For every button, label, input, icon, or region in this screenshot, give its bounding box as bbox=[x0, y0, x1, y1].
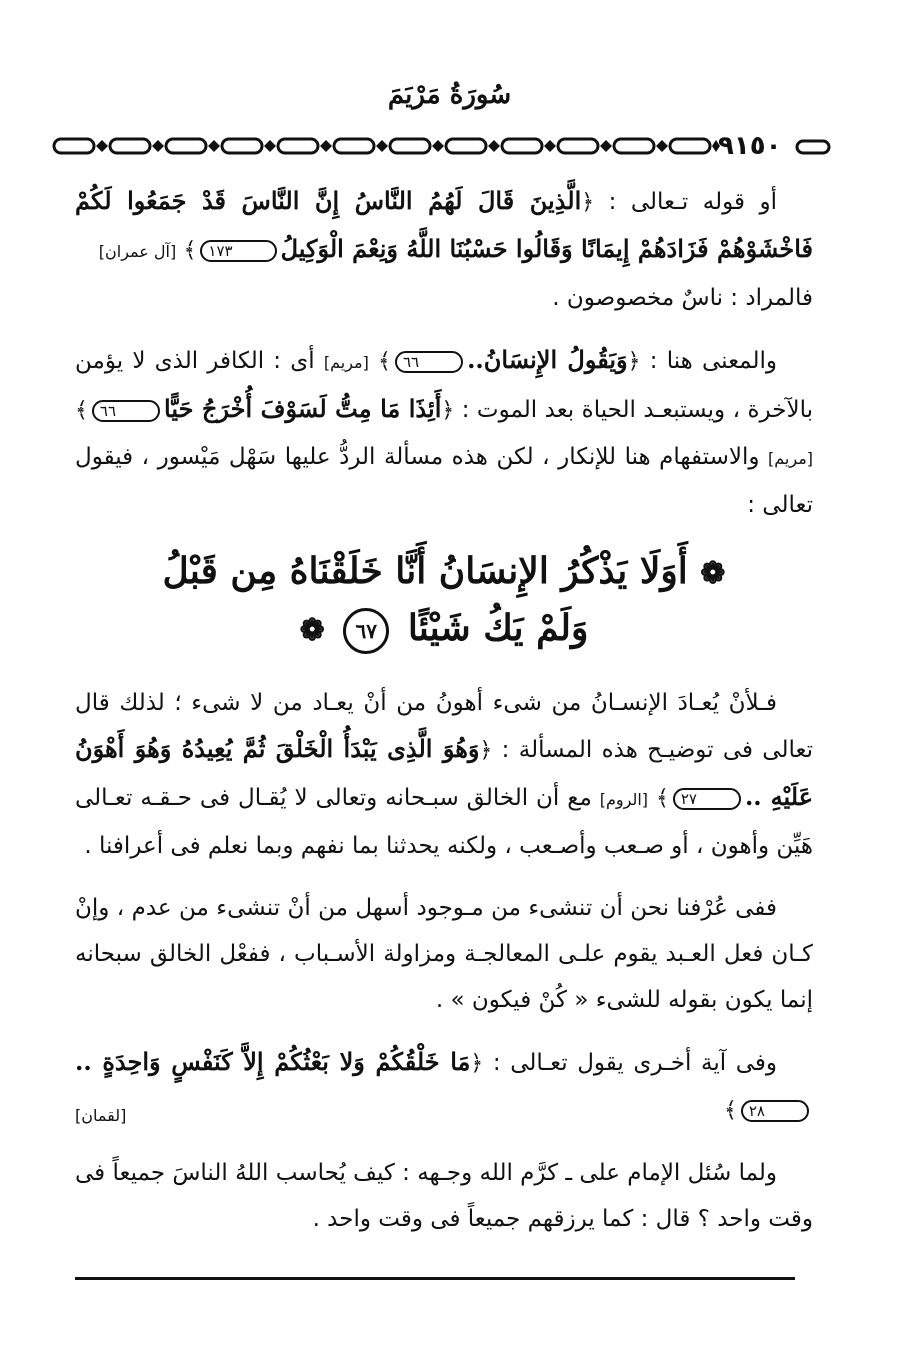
paragraph-1-tail: فالمراد : ناسٌ مخصوصون . bbox=[552, 285, 813, 311]
open-brace-icon: ﴿ bbox=[470, 1051, 484, 1076]
surah-reference: [مريم] bbox=[323, 353, 369, 372]
paragraph-3-tail: مع أن الخالق سبـحانه وتعالى لا يُقـال فى حـقـه تعـالى هَيِّن وأهون ، أو صـعب وأصـعب ، ولكنه يحدثنا بما نفهم وبما نعلم فى أعرافنا . bbox=[75, 785, 813, 859]
paragraph-2-intro: والمعنى هنا : bbox=[640, 348, 777, 374]
ayah-number: ١٧٣ bbox=[200, 240, 276, 262]
paragraph-6: ولما سُئل الإمام على ـ كرَّم الله وجـهه : كيف يُحاسب اللهُ الناسَ جميعاً فى وقت واحد ؟ قال : كما يرزقهم جميعاً فى وقت واحد . bbox=[75, 1160, 813, 1232]
close-brace-icon: ﴾ bbox=[75, 398, 88, 423]
surah-title: سُورَةُ مَرْيَمَ bbox=[387, 80, 512, 110]
open-brace-icon: ﴿ bbox=[441, 398, 455, 423]
quran-quote: أَئِذَا مَا مِتُّ لَسَوْفَ أُخْرَجُ حَيًّا bbox=[164, 394, 442, 423]
quran-quote: مَا خَلْقُكُمْ وَلا بَعْثُكُمْ إِلاَّ كَنَفْسٍ وَاحِدَةٍ .. bbox=[75, 1047, 471, 1076]
page-body bbox=[75, 178, 813, 1258]
paragraph-3 bbox=[75, 680, 813, 869]
paragraph-2-tail: والاستفهام هنا للإنكار ، لكن هذه مسألة الردُّ عليها سَهْل مَيْسور ، فيقول تعالى : bbox=[75, 444, 813, 518]
header-ornament-chain bbox=[52, 132, 720, 160]
surah-reference: [مريم] bbox=[768, 449, 813, 468]
surah-reference: [الروم] bbox=[599, 790, 648, 809]
paragraph-3-intro: فـلأنْ يُعـادَ الإنسـانُ من شىء أهونُ من أنْ يعـاد من لا شىء ؛ لذلك قال تعالى فى توضيـح هذه المسألة : bbox=[75, 690, 813, 763]
paragraph-2-middle: أى : الكافر الذى لا يؤمن بالآخرة ، ويستبعـد الحياة بعد الموت : bbox=[75, 348, 813, 423]
open-brace-icon: ﴿ bbox=[479, 738, 493, 763]
ayah-number: ٢٧ bbox=[673, 788, 741, 810]
ayah-number: ٢٨ bbox=[741, 1100, 809, 1122]
paragraph-1 bbox=[75, 178, 813, 321]
footer-rule bbox=[75, 1277, 795, 1280]
quran-quote: الَّذِينَ قَالَ لَهُمُ النَّاسُ إِنَّ النَّاسَ قَدْ جَمَعُوا لَكُمْ فَاخْشَوْهُمْ فَزَادَهُمْ إِيمَانًا وَقَالُوا حَسْبُنَا اللَّهُ وَنِعْمَ الْوَكِيلُ bbox=[75, 186, 813, 263]
close-brace-icon: ﴾ bbox=[655, 786, 669, 811]
paragraph-4: ففى عُرْفنا نحن أن تنشىء من مـوجود أسهل من أنْ تنشىء من عدم ، وإنْ كـان فعل العـبد يقوم علـى المعالجـة ومزاولة الأسـباب ، ففعْل الخالق سبحانه إنما يكون بقوله للشىء « كُنْ فيكون » . bbox=[75, 895, 813, 1013]
surah-reference: [لقمان] bbox=[75, 1106, 127, 1125]
verse-number: ٦٧ bbox=[343, 608, 389, 654]
chain-ornament-icon bbox=[52, 132, 720, 160]
chain-end-icon bbox=[795, 138, 831, 156]
quran-quote: وَهُوَ الَّذِى يَبْدَأُ الْخَلْقَ ثُمَّ يُعِيدُهُ وَهُوَ أَهْوَنُ عَلَيْهِ .. bbox=[75, 734, 814, 811]
close-brace-icon: ﴾ bbox=[378, 349, 391, 374]
paragraph-2 bbox=[75, 337, 813, 528]
surah-reference: [آل عمران] bbox=[98, 242, 177, 261]
verse-close-ornament-icon: ❁ bbox=[299, 613, 325, 648]
featured-verse bbox=[75, 544, 813, 658]
verse-open-ornament-icon: ❁ bbox=[700, 556, 726, 591]
close-brace-icon: ﴾ bbox=[723, 1098, 737, 1123]
close-brace-icon: ﴾ bbox=[183, 238, 197, 263]
ayah-number: ٦٦ bbox=[395, 351, 463, 373]
open-brace-icon: ﴿ bbox=[581, 190, 595, 215]
open-brace-icon: ﴿ bbox=[627, 349, 641, 374]
verse-line-2: وَلَمْ يَكُ شَيْئًا bbox=[407, 607, 589, 649]
page-number: ٩١٥٠ bbox=[718, 131, 782, 161]
paragraph-1-intro: أو قوله تـعالى : bbox=[594, 189, 777, 215]
verse-line-1: أَوَلَا يَذْكُرُ الإِنسَانُ أَنَّا خَلَقْنَاهُ مِن قَبْلُ bbox=[162, 550, 688, 592]
quran-quote: وَيَقُولُ الإِنسَانُ.. bbox=[467, 345, 628, 374]
ayah-number: ٦٦ bbox=[92, 400, 160, 422]
page-number-block bbox=[718, 130, 838, 162]
paragraph-5-intro: وفى آية أخـرى يقول تعـالى : bbox=[483, 1050, 777, 1076]
